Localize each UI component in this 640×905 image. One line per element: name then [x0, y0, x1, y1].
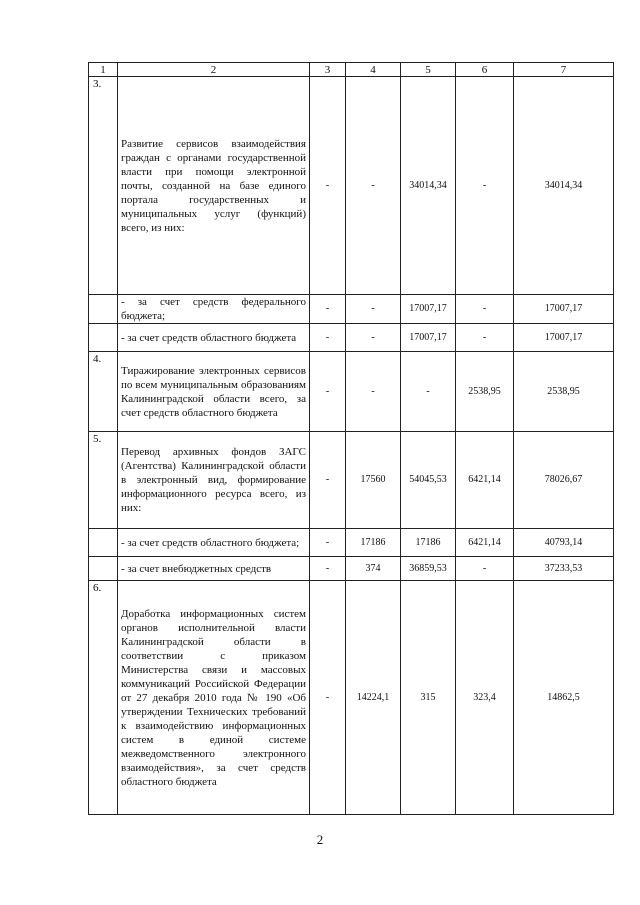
cell-col-3: -	[310, 295, 346, 324]
row-description: Доработка информационных систем органов исполнительной власти Калининградской области в соответствии с приказом Министерства связи и массовых коммуникаций Российской Федерации от 27 декабря 2010 года № 190 «Об утверждении Технических требований к взаимодействию информационных систем в единой системе межведомственного электронного взаимодействия», за счет средств областного бюджета	[118, 581, 310, 815]
cell-col-4: 17186	[346, 529, 401, 557]
column-header: 5	[401, 63, 456, 77]
cell-col-5: 34014,34	[401, 77, 456, 295]
row-number: 4.	[89, 352, 118, 432]
cell-col-3: -	[310, 77, 346, 295]
table-row	[89, 432, 614, 529]
cell-col-4: 374	[346, 557, 401, 581]
row-number	[89, 295, 118, 324]
cell-col-3: -	[310, 324, 346, 352]
budget-table	[88, 62, 614, 815]
cell-col-7: 2538,95	[514, 352, 614, 432]
cell-col-3: -	[310, 557, 346, 581]
table-row	[89, 352, 614, 432]
cell-col-5: -	[401, 352, 456, 432]
row-description: Развитие сервисов взаимодействия граждан с органами государственной власти при помощи электронной почты, созданной на базе единого портала государственных и муниципальных услуг (функций) всего, из них:	[118, 77, 310, 295]
table-row	[89, 77, 614, 295]
cell-col-3: -	[310, 529, 346, 557]
cell-col-7: 14862,5	[514, 581, 614, 815]
cell-col-5: 17186	[401, 529, 456, 557]
cell-col-4: -	[346, 324, 401, 352]
cell-col-7: 17007,17	[514, 295, 614, 324]
cell-col-7: 40793,14	[514, 529, 614, 557]
cell-col-6: -	[456, 77, 514, 295]
table-row	[89, 324, 614, 352]
row-description: - за счет средств областного бюджета;	[118, 529, 310, 557]
cell-col-5: 17007,17	[401, 295, 456, 324]
cell-col-6: -	[456, 557, 514, 581]
row-description: - за счет средств федерального бюджета;	[118, 295, 310, 324]
cell-col-4: 17560	[346, 432, 401, 529]
column-header: 2	[118, 63, 310, 77]
cell-col-5: 17007,17	[401, 324, 456, 352]
column-header: 7	[514, 63, 614, 77]
cell-col-6: -	[456, 295, 514, 324]
table-row	[89, 529, 614, 557]
column-header: 1	[89, 63, 118, 77]
cell-col-6: 323,4	[456, 581, 514, 815]
row-number: 5.	[89, 432, 118, 529]
cell-col-6: 6421,14	[456, 529, 514, 557]
table-row	[89, 295, 614, 324]
cell-col-6: -	[456, 324, 514, 352]
cell-col-5: 315	[401, 581, 456, 815]
row-number	[89, 529, 118, 557]
row-description: Тиражирование электронных сервисов по всем муниципальным образованиям Калининградской области всего, за счет средств областного бюджета	[118, 352, 310, 432]
table-row	[89, 581, 614, 815]
cell-col-5: 54045,53	[401, 432, 456, 529]
row-description: - за счет средств областного бюджета	[118, 324, 310, 352]
row-number: 3.	[89, 77, 118, 295]
cell-col-4: -	[346, 352, 401, 432]
cell-col-3: -	[310, 581, 346, 815]
page-number: 2	[316, 832, 324, 847]
cell-col-7: 78026,67	[514, 432, 614, 529]
row-description: - за счет внебюджетных средств	[118, 557, 310, 581]
column-header: 4	[346, 63, 401, 77]
row-number	[89, 557, 118, 581]
table-header-row	[89, 63, 614, 77]
cell-col-7: 37233,53	[514, 557, 614, 581]
cell-col-4: 14224,1	[346, 581, 401, 815]
cell-col-3: -	[310, 432, 346, 529]
cell-col-5: 36859,53	[401, 557, 456, 581]
column-header: 3	[310, 63, 346, 77]
cell-col-7: 17007,17	[514, 324, 614, 352]
column-header: 6	[456, 63, 514, 77]
cell-col-3: -	[310, 352, 346, 432]
cell-col-7: 34014,34	[514, 77, 614, 295]
cell-col-6: 6421,14	[456, 432, 514, 529]
row-description: Перевод архивных фондов ЗАГС (Агентства) Калининградской области в электронный вид, формирование информационного ресурса всего, из них:	[118, 432, 310, 529]
row-number	[89, 324, 118, 352]
table-row	[89, 557, 614, 581]
cell-col-4: -	[346, 295, 401, 324]
row-number: 6.	[89, 581, 118, 815]
cell-col-6: 2538,95	[456, 352, 514, 432]
cell-col-4: -	[346, 77, 401, 295]
